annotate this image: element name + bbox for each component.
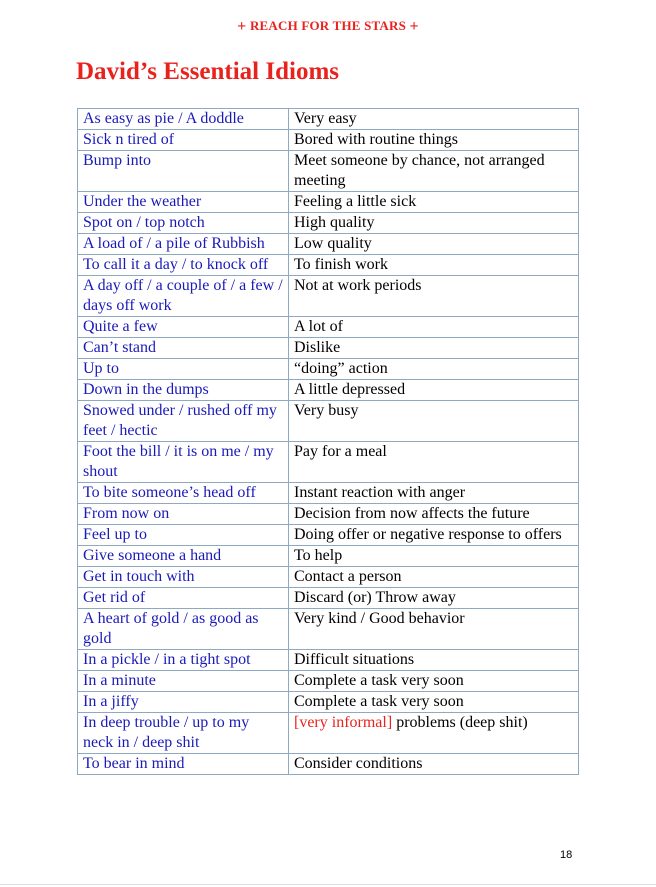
idiom-cell: A day off / a couple of / a few / days off work bbox=[78, 276, 289, 317]
table-row bbox=[78, 359, 579, 380]
idiom-cell: To bite someone’s head off bbox=[78, 483, 289, 504]
page-title: David’s Essential Idioms bbox=[76, 58, 340, 85]
meaning-cell: Pay for a meal bbox=[289, 442, 579, 483]
idiom-cell: Give someone a hand bbox=[78, 546, 289, 567]
meaning-cell: Instant reaction with anger bbox=[289, 483, 579, 504]
meaning-cell: To help bbox=[289, 546, 579, 567]
meaning-cell: Feeling a little sick bbox=[289, 192, 579, 213]
meaning-cell: Complete a task very soon bbox=[289, 671, 579, 692]
table-row bbox=[78, 588, 579, 609]
table-row bbox=[78, 671, 579, 692]
idiom-cell: To call it a day / to knock off bbox=[78, 255, 289, 276]
table-row bbox=[78, 192, 579, 213]
idiom-cell: Under the weather bbox=[78, 192, 289, 213]
table-row bbox=[78, 650, 579, 671]
idiom-cell: In deep trouble / up to my neck in / deep shit bbox=[78, 713, 289, 754]
running-header bbox=[0, 18, 656, 36]
plus-icon: + bbox=[409, 18, 419, 35]
meaning-cell bbox=[289, 713, 579, 754]
table-row bbox=[78, 525, 579, 546]
table-row bbox=[78, 546, 579, 567]
table-row bbox=[78, 504, 579, 525]
table-row bbox=[78, 130, 579, 151]
table-row bbox=[78, 401, 579, 442]
register-note: [very informal] bbox=[294, 714, 393, 731]
meaning-text: problems (deep shit) bbox=[392, 714, 528, 731]
meaning-cell: To finish work bbox=[289, 255, 579, 276]
meaning-cell: Very busy bbox=[289, 401, 579, 442]
table-row bbox=[78, 692, 579, 713]
idiom-cell: In a jiffy bbox=[78, 692, 289, 713]
meaning-cell: A lot of bbox=[289, 317, 579, 338]
meaning-cell: Complete a task very soon bbox=[289, 692, 579, 713]
meaning-cell: Contact a person bbox=[289, 567, 579, 588]
idiom-cell: Spot on / top notch bbox=[78, 213, 289, 234]
page-divider bbox=[0, 884, 656, 885]
idioms-table-body bbox=[78, 109, 579, 775]
idiom-cell: As easy as pie / A doddle bbox=[78, 109, 289, 130]
meaning-cell: High quality bbox=[289, 213, 579, 234]
table-row bbox=[78, 713, 579, 754]
idiom-cell: Bump into bbox=[78, 151, 289, 192]
idiom-cell: Foot the bill / it is on me / my shout bbox=[78, 442, 289, 483]
idiom-cell: Can’t stand bbox=[78, 338, 289, 359]
page-number: 18 bbox=[560, 849, 573, 861]
meaning-cell: Bored with routine things bbox=[289, 130, 579, 151]
meaning-cell: Very easy bbox=[289, 109, 579, 130]
idiom-cell: A load of / a pile of Rubbish bbox=[78, 234, 289, 255]
table-row bbox=[78, 255, 579, 276]
plus-icon: + bbox=[237, 18, 247, 35]
idiom-cell: Feel up to bbox=[78, 525, 289, 546]
table-row bbox=[78, 317, 579, 338]
meaning-cell: Discard (or) Throw away bbox=[289, 588, 579, 609]
meaning-cell: Difficult situations bbox=[289, 650, 579, 671]
meaning-cell: Meet someone by chance, not arranged meeting bbox=[289, 151, 579, 192]
idiom-cell: Snowed under / rushed off my feet / hectic bbox=[78, 401, 289, 442]
table-row bbox=[78, 338, 579, 359]
idiom-cell: Down in the dumps bbox=[78, 380, 289, 401]
meaning-cell: “doing” action bbox=[289, 359, 579, 380]
table-row bbox=[78, 609, 579, 650]
idiom-cell: Up to bbox=[78, 359, 289, 380]
idiom-cell: To bear in mind bbox=[78, 754, 289, 775]
table-row bbox=[78, 567, 579, 588]
meaning-cell: Dislike bbox=[289, 338, 579, 359]
meaning-cell: A little depressed bbox=[289, 380, 579, 401]
idiom-cell: In a pickle / in a tight spot bbox=[78, 650, 289, 671]
table-row bbox=[78, 151, 579, 192]
table-row bbox=[78, 483, 579, 504]
idiom-cell: Get rid of bbox=[78, 588, 289, 609]
table-row bbox=[78, 442, 579, 483]
meaning-cell: Doing offer or negative response to offers bbox=[289, 525, 579, 546]
idioms-table bbox=[77, 108, 579, 775]
table-row bbox=[78, 380, 579, 401]
table-row bbox=[78, 109, 579, 130]
meaning-cell: Very kind / Good behavior bbox=[289, 609, 579, 650]
idiom-cell: A heart of gold / as good as gold bbox=[78, 609, 289, 650]
table-row bbox=[78, 754, 579, 775]
header-text: REACH FOR THE STARS bbox=[249, 18, 407, 33]
idiom-cell: Quite a few bbox=[78, 317, 289, 338]
table-row bbox=[78, 234, 579, 255]
meaning-cell: Consider conditions bbox=[289, 754, 579, 775]
meaning-cell: Decision from now affects the future bbox=[289, 504, 579, 525]
table-row bbox=[78, 213, 579, 234]
meaning-cell: Not at work periods bbox=[289, 276, 579, 317]
idiom-cell: In a minute bbox=[78, 671, 289, 692]
idiom-cell: Get in touch with bbox=[78, 567, 289, 588]
idiom-cell: Sick n tired of bbox=[78, 130, 289, 151]
table-row bbox=[78, 276, 579, 317]
idiom-cell: From now on bbox=[78, 504, 289, 525]
meaning-cell: Low quality bbox=[289, 234, 579, 255]
